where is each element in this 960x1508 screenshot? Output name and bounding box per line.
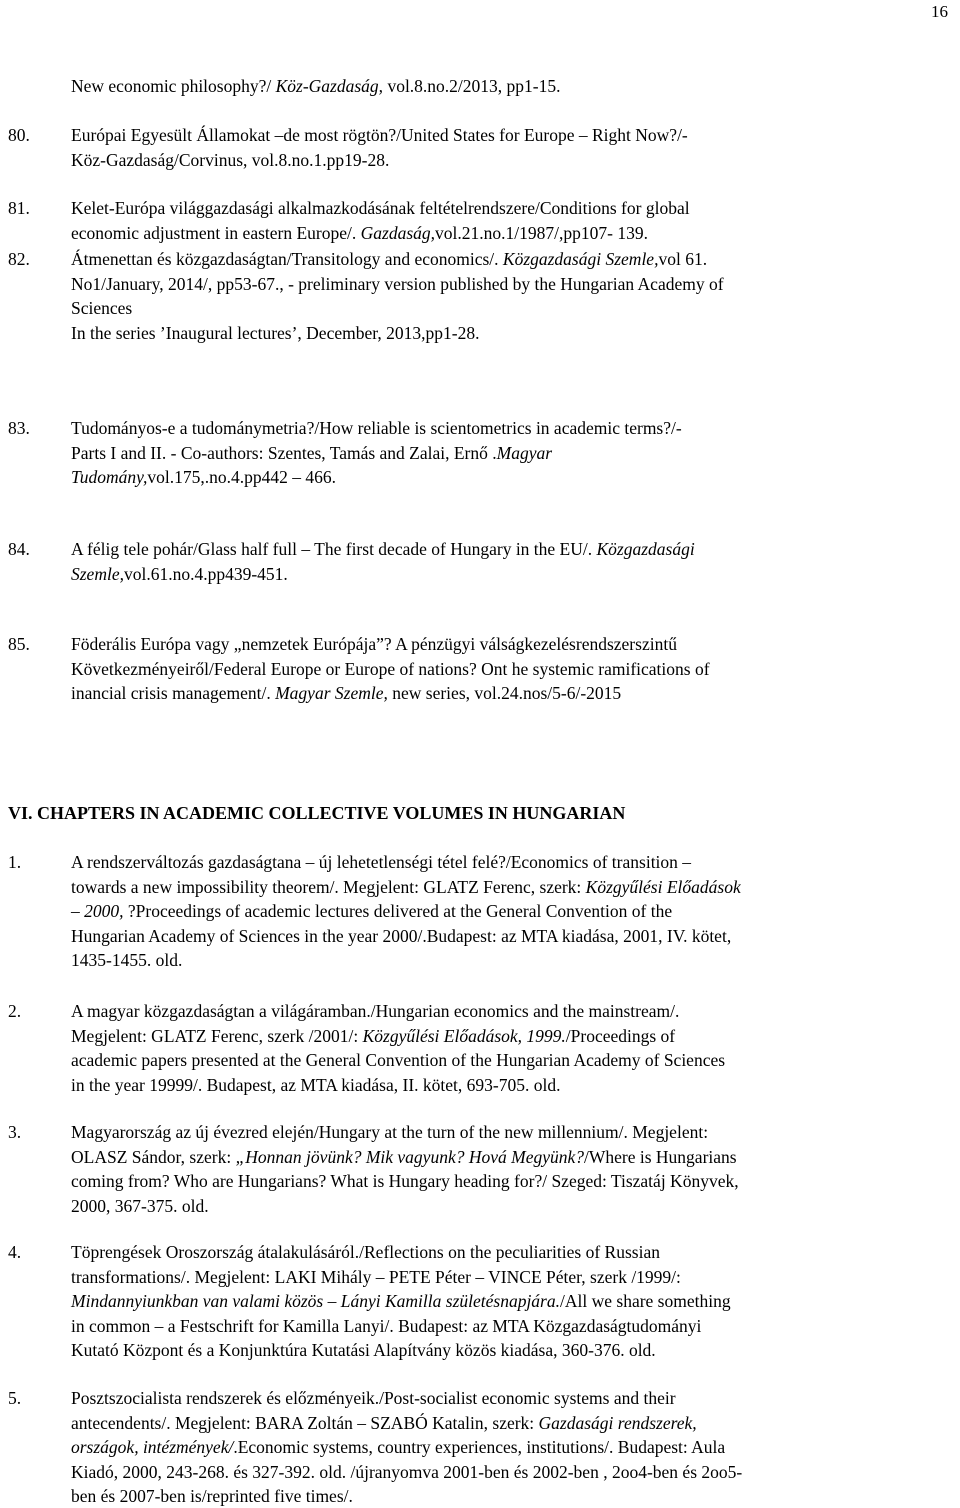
italic-text: Mindannyiunkban van valami közös – Lányi Kamilla születésnapjára. (71, 1291, 560, 1311)
chapter-entry-line: towards a new impossibility theorem/. Megjelent: GLATZ Ferenc, szerk: Közgyűlési Előadások (71, 876, 741, 897)
bibliography-entry-line: Köz-Gazdaság/Corvinus, vol.8.no.1.pp19-28. (71, 149, 390, 170)
bibliography-entry-line: economic adjustment in eastern Europe/. Gazdaság,vol.21.no.1/1987/,pp107- 139. (71, 222, 648, 243)
chapter-entry-line: Magyarország az új évezred elején/Hungary at the turn of the new millennium/. Megjelent: (71, 1122, 709, 1142)
chapter-entry-line: országok, intézmények/.Economic systems, country experiences, institutions/. Budapest: Aula (71, 1437, 726, 1457)
italic-text: – 2000, (71, 901, 124, 921)
chapter-entry-line: Hungarian Academy of Sciences in the year 2000/.Budapest: az MTA kiadása, 2001, IV. kötet, (71, 925, 732, 946)
chapter-entry-number: 4. (8, 1242, 22, 1262)
page-number: 16 (931, 2, 948, 21)
bibliography-entry-line: Szemle,vol.61.no.4.pp439-451. (71, 563, 288, 584)
italic-text: Köz-Gazdaság, (275, 76, 384, 96)
section-heading: VI. CHAPTERS IN ACADEMIC COLLECTIVE VOLUMES IN HUNGARIAN (8, 803, 626, 823)
chapter-entry-line: 1435-1455. old. (71, 950, 183, 970)
italic-text: „Honnan jövünk? Mik vagyunk? Hová Megyünk? (235, 1146, 584, 1167)
italic-text: Gazdasági rendszerek, (538, 1412, 697, 1433)
chapter-entry-number: 5. (8, 1388, 22, 1408)
chapter-entry-line: in common – a Festschrift for Kamilla Lanyi/. Budapest: az MTA Közgazdaságtudományi (71, 1315, 702, 1336)
chapter-entry-line: antecendents/. Megjelent: BARA Zoltán – SZABÓ Katalin, szerk: Gazdasági rendszerek, (71, 1412, 697, 1433)
chapter-entry-line: coming from? Who are Hungarians? What is Hungary heading for?/ Szeged: Tiszatáj Könyvek, (71, 1171, 739, 1191)
italic-text: Közgazdasági (596, 539, 695, 559)
bibliography-entry-line: Tudomány,vol.175,.no.4.pp442 – 466. (71, 467, 336, 487)
chapter-entry-line: A rendszerváltozás gazdaságtana – új lehetetlenségi tétel felé?/Economics of transition – (71, 852, 692, 872)
italic-text: Magyar (496, 442, 553, 463)
chapter-entry-line: in the year 19999/. Budapest, az MTA kiadása, II. kötet, 693-705. old. (71, 1074, 561, 1095)
chapter-entry-number: 1. (8, 852, 22, 872)
italic-text: Magyar Szemle, (275, 683, 388, 703)
chapter-entry-line: OLASZ Sándor, szerk: „Honnan jövünk? Mik vagyunk? Hová Megyünk?/Where is Hungarians (71, 1146, 737, 1167)
chapter-entry-line: Megjelent: GLATZ Ferenc, szerk /2001/: Közgyűlési Előadások, 1999./Proceedings of (71, 1025, 676, 1046)
italic-text: Tudomány, (71, 467, 148, 487)
chapter-entry-line: Posztszocialista rendszerek és előzményeik./Post-socialist economic systems and their (71, 1388, 676, 1408)
chapter-entry-line: academic papers presented at the General Convention of the Hungarian Academy of Sciences (71, 1050, 726, 1070)
bibliography-entry-line: Föderális Európa vagy „nemzetek Európája”? A pénzügyi válságkezelésrendszerszintű (71, 634, 677, 654)
chapter-entry-number: 3. (8, 1122, 22, 1142)
italic-text: Közgazdasági Szemle, (502, 249, 659, 269)
bibliography-entry-line: No1/January, 2014/, pp53-67., - preliminary version published by the Hungarian Academy of (71, 273, 724, 294)
bibliography-entry-line: A félig tele pohár/Glass half full – The first decade of Hungary in the EU/. Közgazdasági (71, 539, 695, 559)
bibliography-entry-line: inancial crisis management/. Magyar Szemle, new series, vol.24.nos/5-6/-2015 (71, 683, 622, 703)
bibliography-entry-line: Következményeiről/Federal Europe or Europe of nations? Ont he systemic ramifications of (71, 658, 710, 679)
bibliography-entry-number: 85. (8, 634, 30, 654)
bibliography-entry-line: In the series ’Inaugural lectures’, December, 2013,pp1-28. (71, 322, 480, 343)
italic-text: Gazdaság, (360, 222, 436, 243)
bibliography-entry-line: Sciences (71, 298, 133, 318)
bibliography-entry-line: Átmenettan és közgazdaságtan/Transitology and economics/. Közgazdasági Szemle,vol 61. (71, 249, 708, 269)
bibliography-entry-number: 84. (8, 539, 30, 559)
italic-text: Közgyűlési Előadások (585, 876, 741, 897)
chapter-entry-line: transformations/. Megjelent: LAKI Mihály – PETE Péter – VINCE Péter, szerk /1999/: (71, 1266, 681, 1287)
chapter-entry-line: – 2000, ?Proceedings of academic lectures delivered at the General Convention of the (71, 901, 673, 921)
chapter-entry-line: ben és 2007-ben is/reprinted five times/. (71, 1486, 353, 1506)
bibliography-entry-line: Európai Egyesült Államokat –de most rögtön?/United States for Europe – Right Now?/- (71, 125, 688, 145)
italic-text: Szemle, (71, 563, 124, 584)
bibliography-entry-number: 82. (8, 249, 30, 269)
bibliography-entry-line: Parts I and II. - Co-authors: Szentes, Tamás and Zalai, Ernő .Magyar (71, 442, 553, 463)
chapter-entry-line: Mindannyiunkban van valami közös – Lányi Kamilla születésnapjára./All we share something (71, 1291, 731, 1311)
chapter-entry-line: A magyar közgazdaságtan a világáramban./Hungarian economics and the mainstream/. (71, 1001, 680, 1021)
italic-text: országok, intézmények/ (71, 1437, 234, 1457)
bibliography-entry-line: New economic philosophy?/ Köz-Gazdaság, vol.8.no.2/2013, pp1-15. (71, 76, 561, 96)
chapter-entry-line: Kiadó, 2000, 243-268. és 327-392. old. /újranyomva 2001-ben és 2002-ben , 2oo4-ben és 2oo5- (71, 1461, 743, 1482)
chapter-entry-number: 2. (8, 1001, 22, 1021)
bibliography-entry-line: Kelet-Európa világgazdasági alkalmazkodásának feltételrendszere/Conditions for global (71, 198, 690, 218)
chapter-entry-line: 2000, 367-375. old. (71, 1195, 209, 1216)
bibliography-entry-number: 81. (8, 198, 30, 218)
chapter-entry-line: Kutató Központ és a Konjunktúra Kutatási Alapítvány közös kiadása, 360-376. old. (71, 1340, 656, 1360)
bibliography-entry-number: 83. (8, 418, 30, 438)
bibliography-entry-line: Tudományos-e a tudománymetria?/How reliable is scientometrics in academic terms?/- (71, 418, 682, 438)
italic-text: Közgyűlési Előadások, 1999. (362, 1025, 566, 1046)
bibliography-entry-number: 80. (8, 125, 30, 145)
chapter-entry-line: Töprengések Oroszország átalakulásáról./Reflections on the peculiarities of Russian (71, 1242, 660, 1262)
